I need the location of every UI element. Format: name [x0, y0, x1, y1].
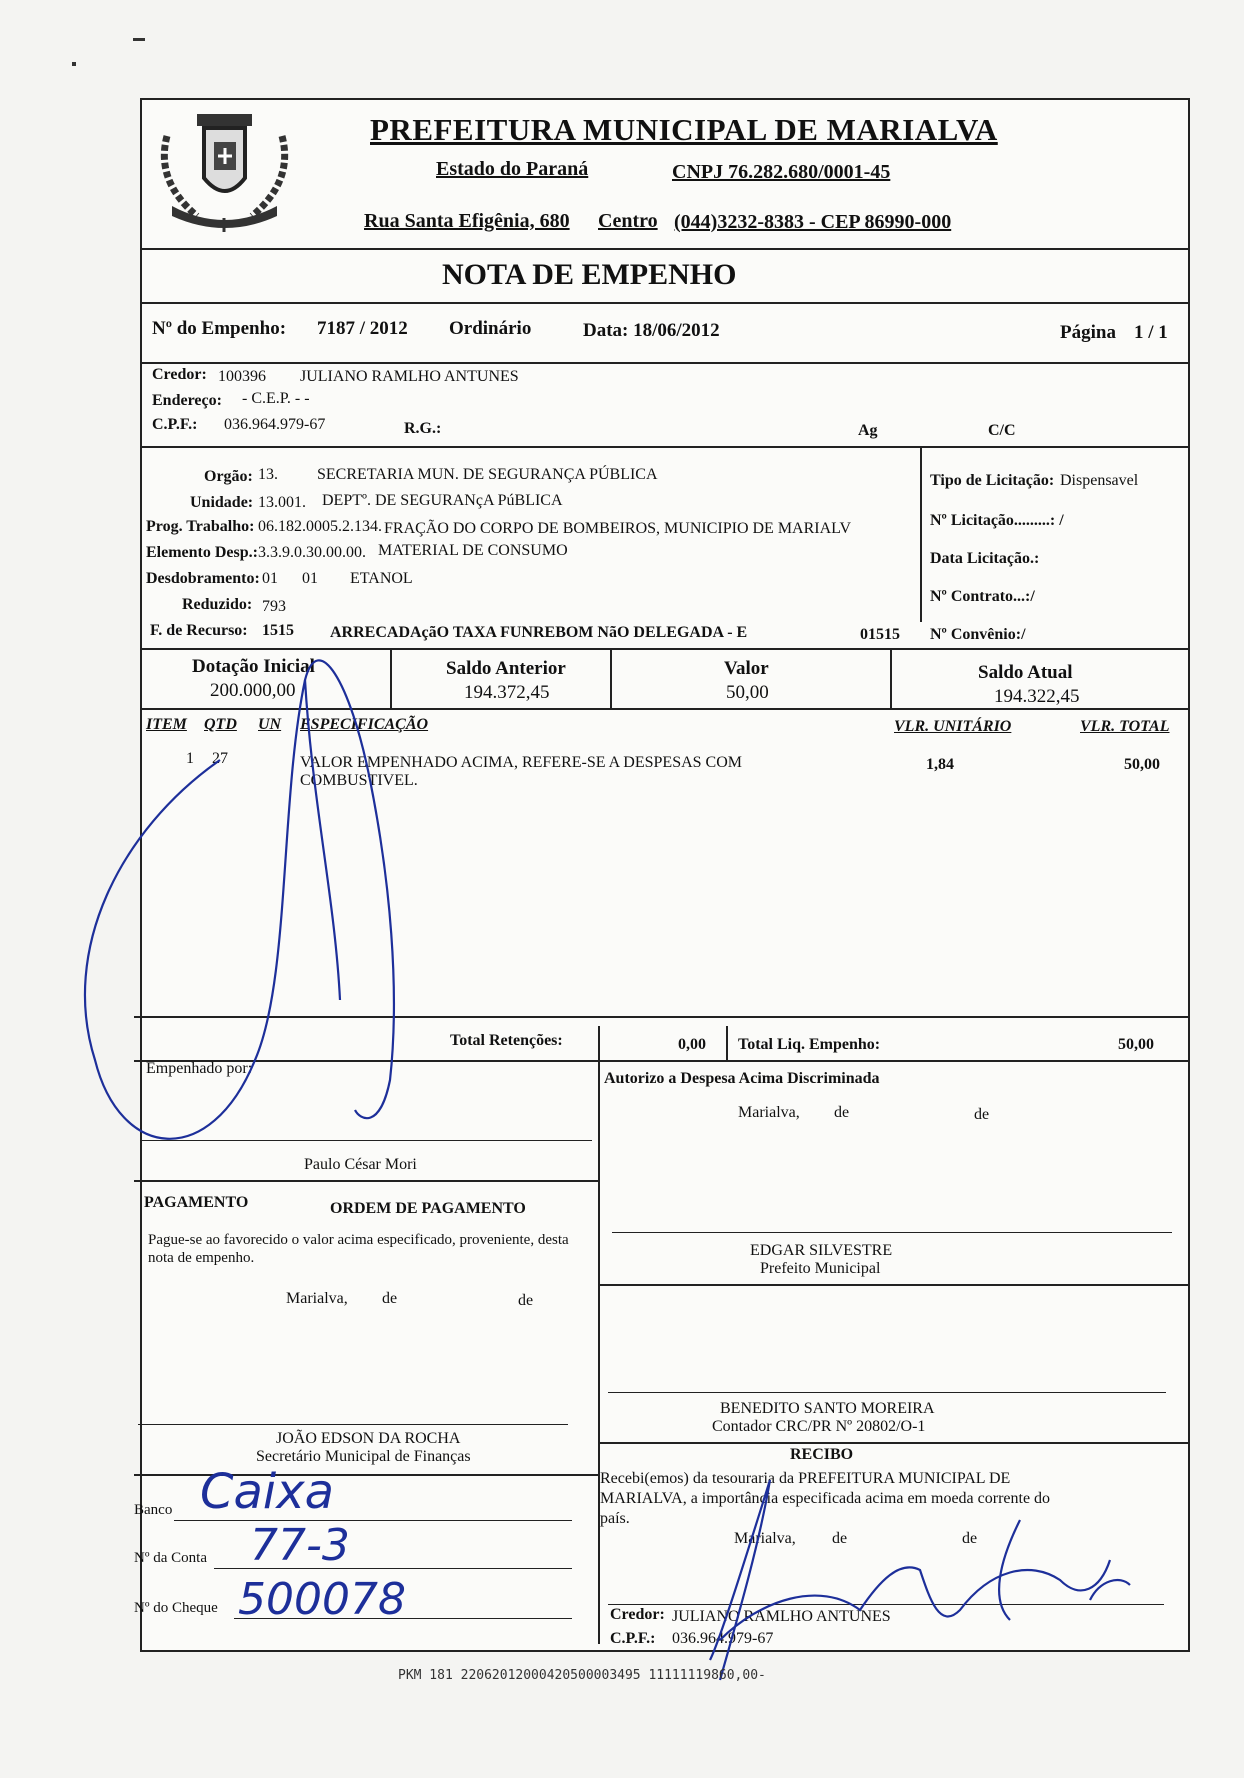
- ordem-pagamento-label: ORDEM DE PAGAMENTO: [330, 1200, 526, 1217]
- pagamento-city: Marialva,: [286, 1290, 348, 1307]
- empenho-kind: Ordinário: [449, 318, 532, 339]
- reduzido-label: Reduzido:: [182, 596, 253, 613]
- district-label: Centro: [598, 210, 658, 232]
- item-total: 50,00: [1124, 756, 1160, 773]
- prog-label: Prog. Trabalho:: [146, 518, 255, 535]
- liquido-label: Total Liq. Empenho:: [738, 1036, 881, 1053]
- valor-value: 50,00: [726, 682, 769, 703]
- valor-label: Valor: [724, 658, 769, 679]
- credor-name: JULIANO RAMLHO ANTUNES: [300, 368, 519, 385]
- empenho-number: 7187 / 2012: [317, 318, 408, 339]
- saldo-anterior-label: Saldo Anterior: [446, 658, 566, 679]
- recibo-cpf-label: C.P.F.:: [610, 1630, 656, 1647]
- banco-handwritten: Caixa: [200, 1464, 335, 1520]
- recurso-label: F. de Recurso:: [150, 622, 248, 639]
- page-title: PREFEITURA MUNICIPAL DE MARIALVA: [370, 112, 998, 147]
- autorizo-label: Autorizo a Despesa Acima Discriminada: [604, 1070, 880, 1087]
- cheque-label: Nº do Cheque: [134, 1600, 218, 1616]
- endereco-label: Endereço:: [152, 392, 222, 409]
- pagamento-de-1: de: [382, 1290, 398, 1307]
- recibo-credor-label: Credor:: [610, 1606, 665, 1623]
- orgao-desc: SECRETARIA MUN. DE SEGURANÇA PÚBLICA: [317, 466, 658, 483]
- item-qtd: 27: [212, 750, 228, 767]
- saldo-anterior-value: 194.372,45: [464, 682, 550, 703]
- document-type: NOTA DE EMPENHO: [442, 258, 737, 291]
- liquido-value: 50,00: [1118, 1036, 1154, 1053]
- autorizo-de-2: de: [974, 1106, 990, 1123]
- pague-line-2: nota de empenho.: [148, 1250, 255, 1266]
- col-item: ITEM: [146, 716, 187, 733]
- recibo-line-1: Recebi(emos) da tesouraria da PREFEITURA MUNICIPAL DE: [600, 1470, 1011, 1487]
- desdobramento-2: 01: [302, 570, 318, 587]
- street-label: Rua Santa Efigênia, 680: [364, 210, 570, 232]
- rg-label: R.G.:: [404, 420, 442, 437]
- banco-label: Banco: [134, 1502, 173, 1518]
- item-number: 1: [186, 750, 194, 767]
- pagamento-label: PAGAMENTO: [144, 1194, 249, 1211]
- cnpj-label: CNPJ 76.282.680/0001-45: [672, 161, 891, 183]
- cc-label: C/C: [988, 422, 1016, 439]
- recibo-city: Marialva,: [734, 1530, 796, 1547]
- convenio: Nº Convênio:/: [930, 626, 1026, 643]
- col-qtd: QTD: [204, 716, 237, 733]
- dotacao-label: Dotação Inicial: [192, 656, 315, 677]
- contador-role: Contador CRC/PR Nº 20802/O-1: [712, 1418, 926, 1435]
- recibo-de-2: de: [962, 1530, 978, 1547]
- retencoes-label: Total Retenções:: [450, 1032, 563, 1049]
- recibo-cpf-value: 036.964.979-67: [672, 1630, 774, 1647]
- col-un: UN: [258, 716, 282, 733]
- item-spec-line-2: COMBUSTIVEL.: [300, 772, 418, 789]
- item-spec-line-1: VALOR EMPENHADO ACIMA, REFERE-SE A DESPESAS COM: [300, 754, 742, 771]
- pagamento-de-2: de: [518, 1292, 534, 1309]
- endereco-value: - C.E.P. - -: [242, 390, 310, 407]
- col-especificacao: ESPECIFICAÇÃO: [300, 716, 429, 733]
- recibo-line-2: MARIALVA, a importância especificada acima em moeda corrente do: [600, 1490, 1051, 1507]
- item-unit-price: 1,84: [926, 756, 954, 773]
- tipo-licitacao-label: Tipo de Licitação:: [930, 472, 1055, 489]
- empenho-number-label: Nº do Empenho:: [152, 318, 287, 339]
- elemento-code: 3.3.9.0.30.00.00.: [258, 544, 366, 561]
- footer-code: PKM 181 22062012000420500003495 11111119860,00-: [398, 1668, 766, 1683]
- reduzido-value: 793: [262, 598, 286, 615]
- credor-code: 100396: [218, 368, 266, 385]
- elemento-label: Elemento Desp.:: [146, 544, 258, 561]
- orgao-label: Orgão:: [204, 468, 253, 485]
- pague-line-1: Pague-se ao favorecido o valor acima especificado, proveniente, desta: [148, 1232, 569, 1248]
- conta-label: Nº da Conta: [134, 1550, 207, 1566]
- recurso-full-code: 01515: [860, 626, 900, 643]
- desdobramento-label: Desdobramento:: [146, 570, 260, 587]
- saldo-atual-label: Saldo Atual: [978, 662, 1073, 683]
- phone-cep-label: (044)3232-8383 - CEP 86990-000: [674, 211, 952, 233]
- page-label: Página: [1060, 322, 1116, 343]
- prefeito-role: Prefeito Municipal: [760, 1260, 881, 1277]
- autorizo-city: Marialva,: [738, 1104, 800, 1121]
- cpf-label: C.P.F.:: [152, 416, 198, 433]
- recibo-de-1: de: [832, 1530, 848, 1547]
- state-label: Estado do Paraná: [436, 158, 589, 180]
- cheque-handwritten: 500078: [238, 1574, 406, 1625]
- empenhado-label: Empenhado por:: [146, 1060, 253, 1077]
- credor-label: Credor:: [152, 366, 207, 383]
- desdobramento-1: 01: [262, 570, 278, 587]
- unidade-code: 13.001.: [258, 494, 306, 511]
- recibo-credor-name: JULIANO RAMLHO ANTUNES: [672, 1608, 891, 1625]
- recibo-line-3: país.: [600, 1510, 630, 1527]
- unidade-desc: DEPTº. DE SEGURANçA PúBLICA: [322, 492, 563, 509]
- desdobramento-desc: ETANOL: [350, 570, 413, 587]
- prog-desc: FRAÇÃO DO CORPO DE BOMBEIROS, MUNICIPIO DE MARIALV: [384, 520, 852, 537]
- empenhado-name: Paulo César Mori: [304, 1156, 417, 1173]
- tipo-licitacao-value: Dispensavel: [1060, 472, 1139, 489]
- retencoes-value: 0,00: [678, 1036, 706, 1053]
- orgao-code: 13.: [258, 466, 278, 483]
- elemento-desc: MATERIAL DE CONSUMO: [378, 542, 568, 559]
- prefeito-name: EDGAR SILVESTRE: [750, 1242, 893, 1259]
- page-number: 1 / 1: [1134, 322, 1168, 343]
- autorizo-de-1: de: [834, 1104, 850, 1121]
- conta-handwritten: 77-3: [250, 1520, 350, 1571]
- contador-name: BENEDITO SANTO MOREIRA: [720, 1400, 935, 1417]
- col-vlr-total: VLR. TOTAL: [1080, 718, 1170, 735]
- secretario-name: JOÃO EDSON DA ROCHA: [276, 1430, 461, 1447]
- recurso-code: 1515: [262, 622, 294, 639]
- data-licitacao: Data Licitação.:: [930, 550, 1040, 567]
- recibo-label: RECIBO: [790, 1446, 854, 1463]
- ag-label: Ag: [858, 422, 878, 439]
- cpf-value: 036.964.979-67: [224, 416, 326, 433]
- recurso-desc: ARRECADAçãO TAXA FUNREBOM NãO DELEGADA - E: [330, 624, 748, 641]
- saldo-atual-value: 194.322,45: [994, 686, 1080, 707]
- unidade-label: Unidade:: [190, 494, 254, 511]
- empenho-date: Data: 18/06/2012: [583, 320, 720, 341]
- numero-licitacao: Nº Licitação.........: /: [930, 512, 1064, 529]
- prog-code: 06.182.0005.2.134.: [258, 518, 382, 535]
- contrato: Nº Contrato...:/: [930, 588, 1035, 605]
- secretario-role: Secretário Municipal de Finanças: [256, 1448, 471, 1465]
- col-vlr-unitario: VLR. UNITÁRIO: [894, 718, 1012, 735]
- dotacao-value: 200.000,00: [210, 680, 296, 701]
